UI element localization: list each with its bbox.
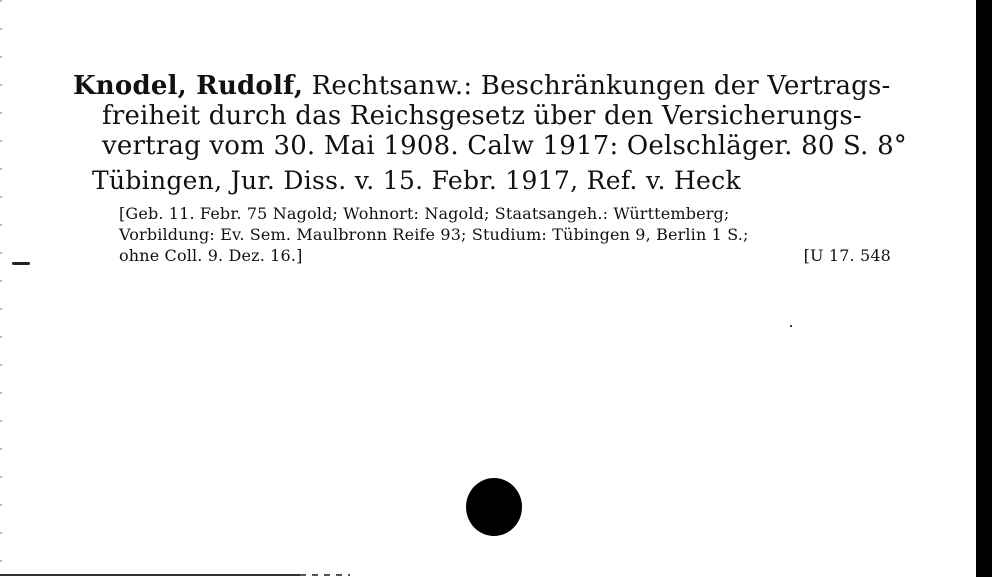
scan-speck [790,325,792,327]
title-start: Rechtsanw.: Beschränkungen der Vertrags- [311,71,891,101]
punch-hole [466,478,522,536]
notes-line-1: [Geb. 11. Febr. 75 Nagold; Wohnort: Nagold; Staatsangeh.: Württemberg; [119,204,730,223]
author-name: Knodel, Rudolf, [73,71,304,101]
entry-line-3: vertrag vom 30. Mai 1908. Calw 1917: Oelschläger. 80 S. 8° [102,131,908,161]
notes-line-2: Vorbildung: Ev. Sem. Maulbronn Reife 93; Studium: Tübingen 9, Berlin 1 S.; [119,225,749,244]
dissertation-info: Tübingen, Jur. Diss. v. 15. Febr. 1917, Ref. v. Heck [92,166,741,195]
card-bottom-edge-dashed [300,574,350,576]
notes-line-3-text: ohne Coll. 9. Dez. 16.] [119,246,303,265]
catalog-reference: [U 17. 548 [803,246,891,265]
scan-edge-left [0,0,2,577]
card-bottom-edge [0,574,300,576]
notes-line-3 [119,245,891,266]
biographical-notes [119,203,891,266]
catalog-entry [73,71,908,161]
scan-edge-right [976,0,992,577]
scan-mark [12,262,30,265]
entry-line-1 [73,71,893,101]
entry-line-2: freiheit durch das Reichsgesetz über den Versicherungs- [102,101,862,131]
